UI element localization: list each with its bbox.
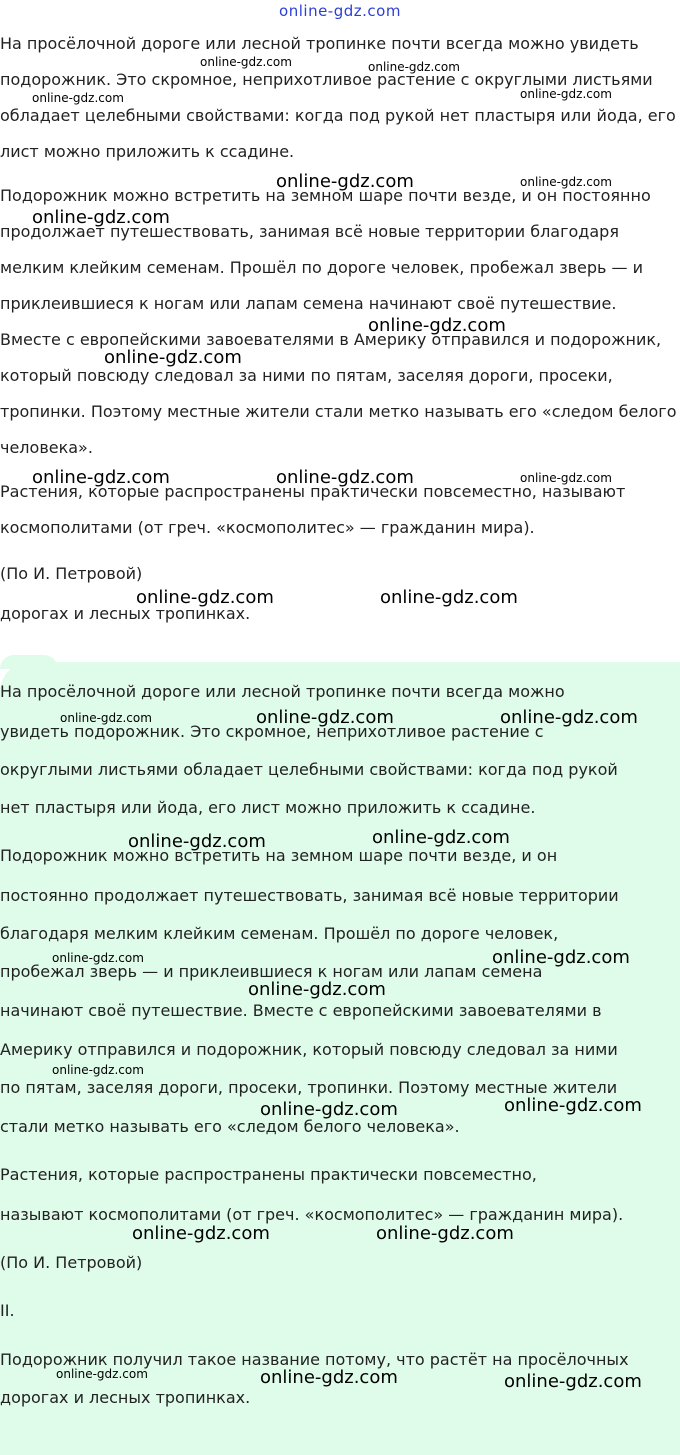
watermark: online-gdz.com bbox=[32, 207, 170, 228]
watermark: online-gdz.com bbox=[520, 471, 612, 485]
answer-line: увидеть подорожник. Это скромное, неприхотливое растение с bbox=[0, 722, 544, 741]
answer-line: по пятам, заселяя дороги, просеки, тропинки. Поэтому местные жители bbox=[0, 1078, 618, 1097]
watermark: online-gdz.com bbox=[136, 587, 274, 608]
watermark: online-gdz.com bbox=[520, 87, 612, 101]
watermark: online-gdz.com bbox=[256, 707, 394, 728]
answer-line: благодаря мелким клейким семенам. Прошёл по дороге человек, bbox=[0, 924, 559, 943]
answer-line: нет пластыря или йода, его лист можно приложить к ссадине. bbox=[0, 798, 536, 817]
answer-line: Подорожник можно встретить на земном шаре почти везде, и он bbox=[0, 846, 558, 865]
answer-line: называют космополитами (от греч. «космополитес» — гражданин мира). bbox=[0, 1205, 624, 1224]
answer-line: стали метко называть его «следом белого человека». bbox=[0, 1117, 460, 1136]
original-line: мелким клейким семенам. Прошёл по дороге человек, пробежал зверь — и bbox=[0, 258, 644, 277]
original-line: Подорожник можно встретить на земном шаре почти везде, и он постоянно bbox=[0, 186, 651, 205]
watermark: online-gdz.com bbox=[52, 1063, 144, 1077]
watermark: online-gdz.com bbox=[368, 60, 460, 74]
watermark: online-gdz.com bbox=[52, 951, 144, 965]
watermark: online-gdz.com bbox=[260, 1367, 398, 1388]
watermark: online-gdz.com bbox=[260, 1099, 398, 1120]
original-line: человека». bbox=[0, 438, 93, 457]
answer-line: Подорожник получил такое название потому, что растёт на просёлочных bbox=[0, 1350, 629, 1369]
watermark: online-gdz.com bbox=[276, 171, 414, 192]
answer-line: пробежал зверь — и приклеившиеся к ногам или лапам семена bbox=[0, 962, 543, 981]
author-credit: (По И. Петровой) bbox=[0, 1253, 143, 1272]
answer-line: постоянно продолжает путешествовать, занимая всё новые территории bbox=[0, 886, 619, 905]
site-logo[interactable]: online-gdz.com bbox=[279, 2, 401, 20]
watermark: online-gdz.com bbox=[492, 947, 630, 968]
original-line: который повсюду следовал за ними по пятам, заселяя дороги, просеки, bbox=[0, 366, 613, 385]
answer-line: Растения, которые распространены практически повсеместно, bbox=[0, 1165, 537, 1184]
original-line: тропинки. Поэтому местные жители стали метко называть его «следом белого bbox=[0, 402, 677, 421]
answer-line: округлыми листьями обладает целебными свойствами: когда под рукой bbox=[0, 760, 618, 779]
original-line: лист можно приложить к ссадине. bbox=[0, 142, 295, 161]
watermark: online-gdz.com bbox=[380, 587, 518, 608]
original-line: продолжает путешествовать, занимая всё новые территории благодаря bbox=[0, 222, 619, 241]
answer-line: Америку отправился и подорожник, который повсюду следовал за ними bbox=[0, 1040, 618, 1059]
watermark: online-gdz.com bbox=[368, 315, 506, 336]
original-line: Растения, которые распространены практически повсеместно, называют bbox=[0, 482, 626, 501]
watermark: online-gdz.com bbox=[504, 1095, 642, 1116]
watermark: online-gdz.com bbox=[520, 175, 612, 189]
original-line: На просёлочной дороге или лесной тропинке почти всегда можно увидеть bbox=[0, 34, 639, 53]
original-line: обладает целебными свойствами: когда под рукой нет пластыря или йода, его bbox=[0, 106, 676, 125]
section-number: II. bbox=[0, 1301, 15, 1320]
watermark: online-gdz.com bbox=[104, 347, 242, 368]
original-line: подорожник. Это скромное, неприхотливое растение с округлыми листьями bbox=[0, 70, 653, 89]
watermark: online-gdz.com bbox=[56, 1367, 148, 1381]
watermark: online-gdz.com bbox=[504, 1371, 642, 1392]
watermark: online-gdz.com bbox=[248, 979, 386, 1000]
watermark: online-gdz.com bbox=[500, 707, 638, 728]
original-line: Вместе с европейскими завоевателями в Америку отправился и подорожник, bbox=[0, 330, 662, 349]
watermark: online-gdz.com bbox=[376, 1223, 514, 1244]
answer-line: начинают своё путешествие. Вместе с европейскими завоевателями в bbox=[0, 1001, 602, 1020]
watermark: online-gdz.com bbox=[200, 55, 292, 69]
watermark: online-gdz.com bbox=[372, 827, 510, 848]
watermark: online-gdz.com bbox=[32, 91, 124, 105]
original-line: дорогах и лесных тропинках. bbox=[0, 604, 251, 623]
original-line: космополитами (от греч. «космополитес» — гражданин мира). bbox=[0, 518, 535, 537]
watermark: online-gdz.com bbox=[32, 467, 170, 488]
author-credit: (По И. Петровой) bbox=[0, 564, 143, 583]
watermark: online-gdz.com bbox=[276, 467, 414, 488]
original-line: приклеившиеся к ногам или лапам семена начинают своё путешествие. bbox=[0, 294, 617, 313]
watermark: online-gdz.com bbox=[60, 711, 152, 725]
watermark: online-gdz.com bbox=[128, 831, 266, 852]
watermark: online-gdz.com bbox=[132, 1223, 270, 1244]
answer-line: дорогах и лесных тропинках. bbox=[0, 1388, 251, 1407]
answer-line: На просёлочной дороге или лесной тропинке почти всегда можно bbox=[0, 682, 565, 701]
